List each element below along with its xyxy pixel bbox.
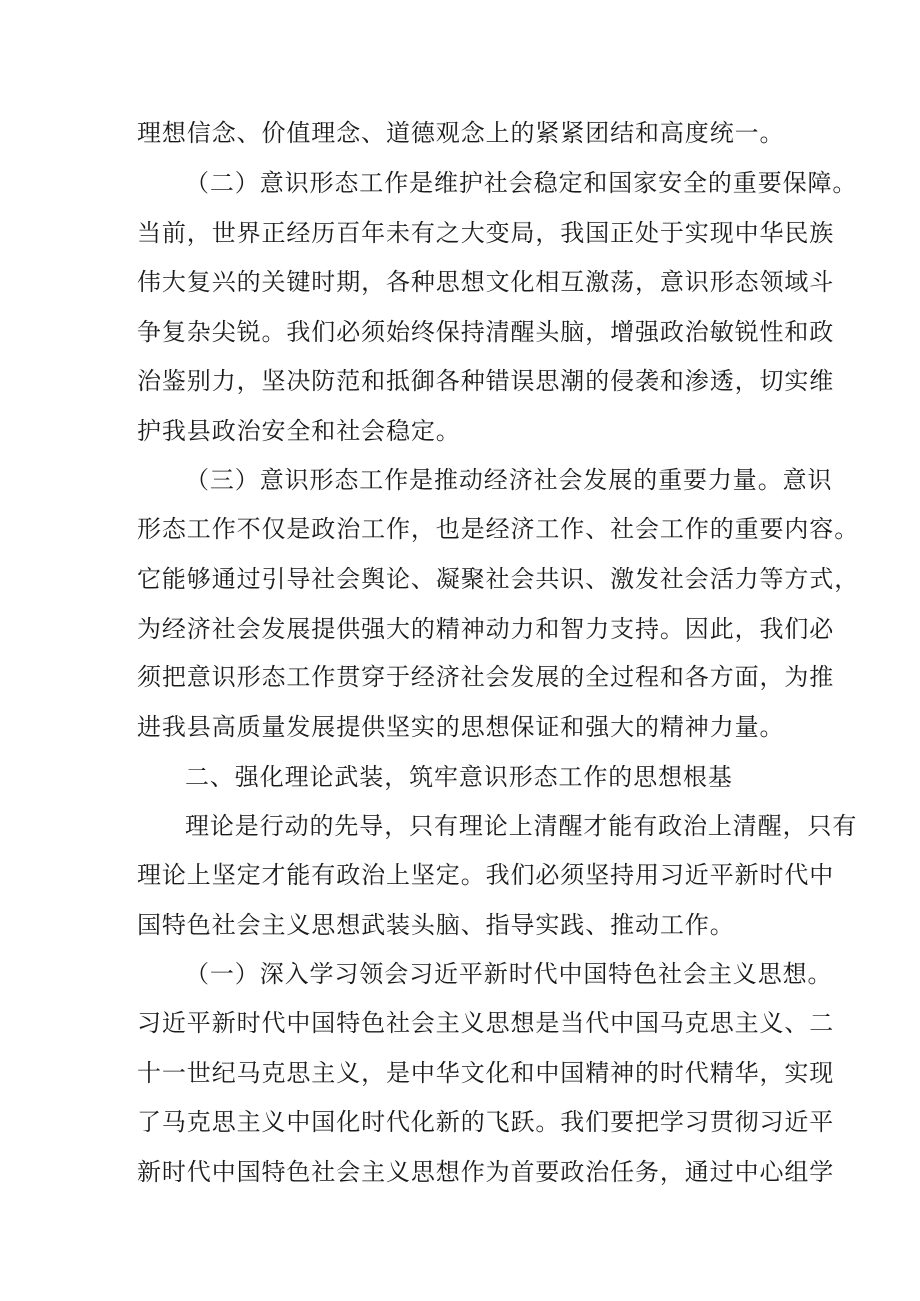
text-line-21: 了马克思主义中国化时代化新的飞跃。我们要把学习贯彻习近平 — [137, 1108, 835, 1136]
text-line-19: 习近平新时代中国特色社会主义思想是当代中国马克思主义、二 — [137, 1009, 835, 1037]
text-line-3: 当前，世界正经历百年未有之大变局，我国正处于实现中华民族 — [137, 219, 835, 247]
text-line-7: 护我县政治安全和社会稳定。 — [137, 417, 461, 445]
text-line-9: 形态工作不仅是政治工作，也是经济工作、社会工作的重要内容。 — [137, 515, 860, 543]
text-line-4: 伟大复兴的关键时期，各种思想文化相互激荡，意识形态领域斗 — [137, 268, 835, 296]
text-line-20: 十一世纪马克思主义，是中华文化和中国精神的时代精华，实现 — [137, 1059, 835, 1087]
text-line-12: 须把意识形态工作贯穿于经济社会发展的全过程和各方面，为推 — [137, 663, 835, 691]
text-line-5: 争复杂尖锐。我们必须始终保持清醒头脑，增强政治敏锐性和政 — [137, 318, 835, 346]
section-heading-2: 二、强化理论武装，筑牢意识形态工作的思想根基 — [185, 763, 733, 791]
text-line-17: 国特色社会主义思想武装头脑、指导实践、推动工作。 — [137, 911, 735, 939]
text-line-16: 理论上坚定才能有政治上坚定。我们必须坚持用习近平新时代中 — [137, 861, 835, 889]
paragraph-start-line: 理论是行动的先导，只有理论上清醒才能有政治上清醒，只有 — [185, 812, 858, 840]
subheading-1: （一）深入学习领会习近平新时代中国特色社会主义思想。 — [185, 960, 833, 988]
subheading-3: （三）意识形态工作是推动经济社会发展的重要力量。意识 — [185, 466, 833, 494]
text-line-13: 进我县高质量发展提供坚实的思想保证和强大的精神力量。 — [137, 713, 785, 741]
text-line-10: 它能够通过引导社会舆论、凝聚社会共识、激发社会活力等方式， — [137, 565, 860, 593]
subheading-2: （二）意识形态工作是维护社会稳定和国家安全的重要保障。 — [185, 169, 858, 197]
text-line-11: 为经济社会发展提供强大的精神动力和智力支持。因此，我们必 — [137, 615, 835, 643]
text-line-6: 治鉴别力，坚决防范和抵御各种错误思潮的侵袭和渗透，切实维 — [137, 367, 835, 395]
text-line-1: 理想信念、价值理念、道德观念上的紧紧团结和高度统一。 — [137, 119, 785, 147]
text-line-22: 新时代中国特色社会主义思想作为首要政治任务，通过中心组学 — [137, 1158, 835, 1186]
